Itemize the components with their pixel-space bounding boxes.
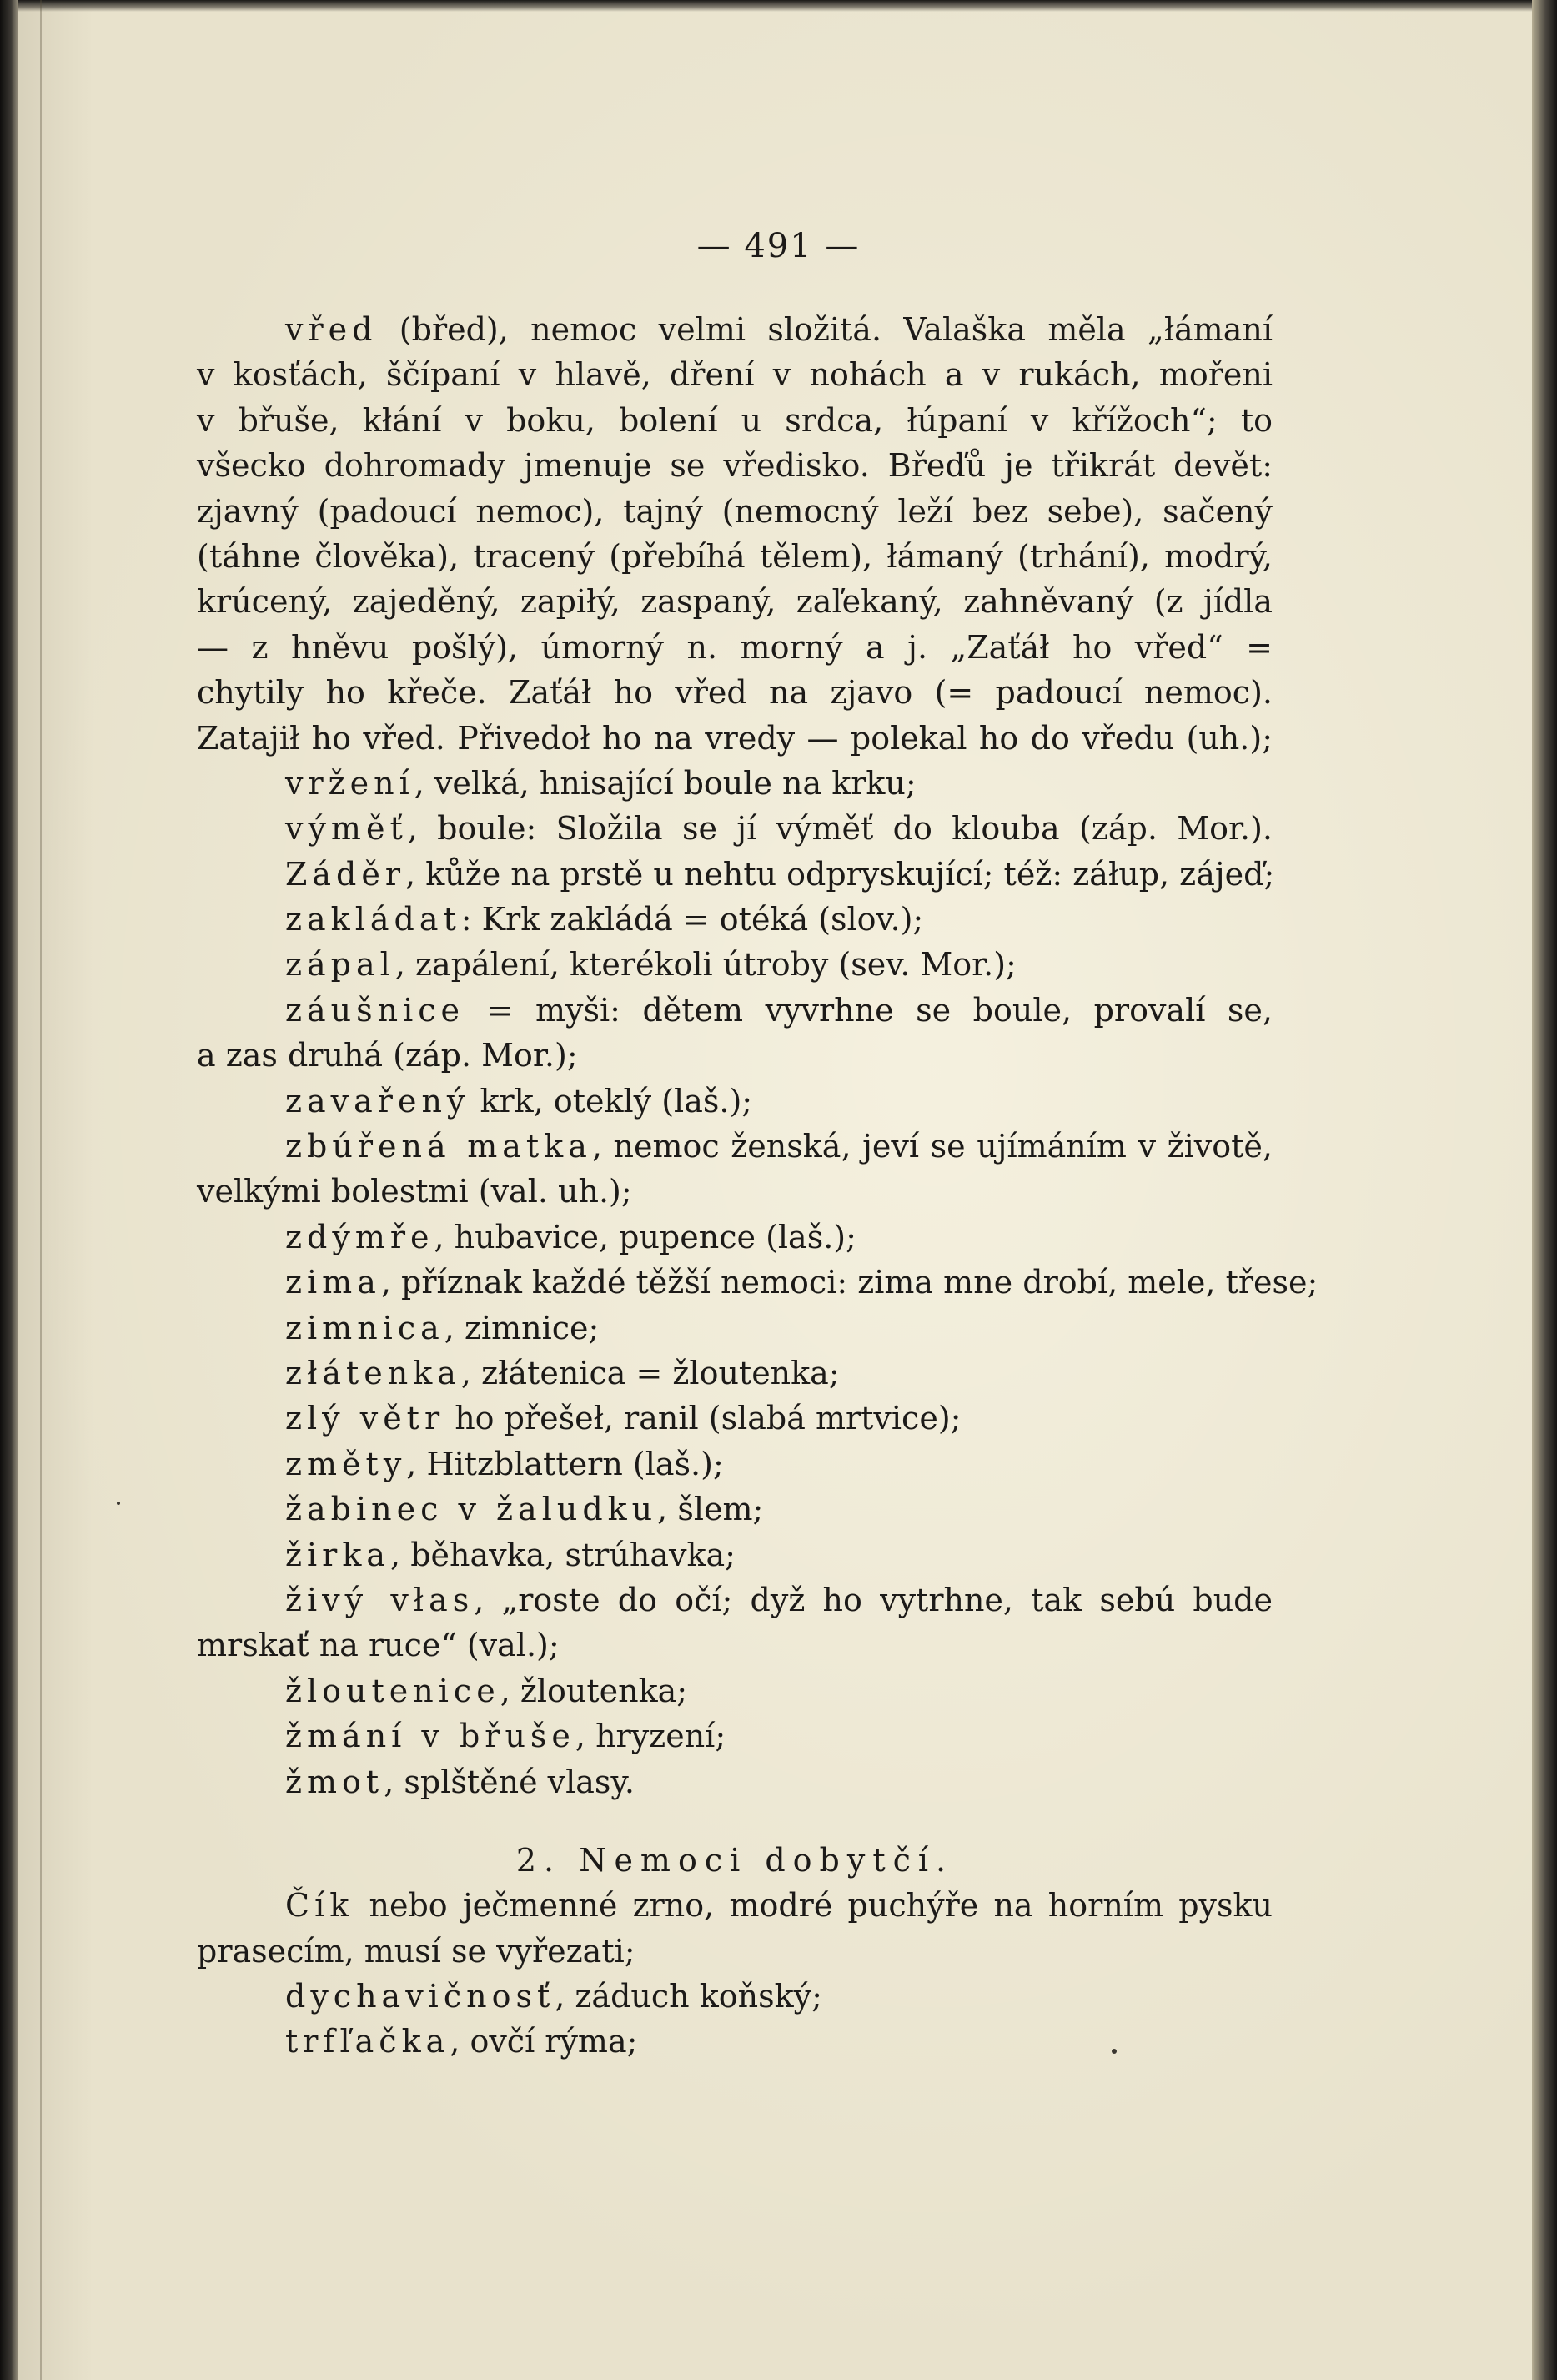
scan-left-edge	[0, 0, 18, 2380]
text-body	[197, 307, 1318, 2065]
text-line	[197, 1532, 1273, 1577]
entry-term: živý vłas	[285, 1581, 475, 1618]
entry-text: všecko dohromady jmenuje se vředisko. Břeďů je třikrát devět:	[197, 447, 1273, 485]
text-line	[197, 670, 1273, 715]
text-line	[197, 897, 1273, 942]
text-line	[197, 489, 1273, 534]
entry-text: , nemoc ženská, jeví se ujímáním v životě,	[591, 1128, 1273, 1165]
entry-term: zápal	[285, 946, 395, 984]
entry-text: nebo ječmenné zrno, modré puchýře na horním pysku	[354, 1887, 1273, 1925]
entry-text: , šlem;	[657, 1491, 764, 1528]
entry-text: — z hněvu pošlý), úmorný n. morný a j. „Zaťáł ho vřed“ =	[197, 628, 1273, 666]
entry-term: zima	[285, 1264, 381, 1301]
entry-text: : Krk zakládá = otéká (slov.);	[460, 901, 924, 938]
print-speck	[117, 1502, 120, 1505]
text-line	[197, 1351, 1273, 1396]
text-line	[197, 625, 1273, 670]
page-number: — 491 —	[696, 227, 861, 265]
page-fold-line	[40, 0, 42, 2380]
entry-text: zjavný (padoucí nemoc), tajný (nemocný leží bez sebe), sačený	[197, 492, 1273, 530]
entry-text: v kosťách, ščípaní v hlavě, dření v nohách a v rukách, mořeni	[197, 356, 1273, 394]
text-line	[197, 942, 1273, 987]
text-line	[197, 1668, 1273, 1713]
entry-term: záušnice	[285, 991, 465, 1029]
entry-term: vřed	[285, 311, 378, 348]
entry-term: zdýmře	[285, 1218, 434, 1255]
section-heading	[197, 1838, 1273, 1883]
entry-text: Zatajił ho vřed. Přivedoł ho na vredy — polekal ho do vředu (uh.);	[197, 719, 1273, 757]
text-line	[197, 852, 1273, 897]
entry-text: , velká, hnisající boule na krku;	[414, 764, 917, 802]
text-line	[197, 1929, 1273, 1974]
entry-text: (břed), nemoc velmi složitá. Valaška měla „łámaní	[377, 311, 1273, 348]
text-line	[197, 1759, 1273, 1804]
entry-text: , zapálení, kterékoli útroby (sev. Mor.);	[394, 946, 1017, 984]
entry-text: , splštěné vlasy.	[384, 1763, 635, 1800]
text-line	[197, 1974, 1273, 2019]
entry-text: chytily ho křeče. Zaťáł ho vřed na zjavo (= padoucí nemoc).	[197, 674, 1273, 712]
entry-term: zimnica	[285, 1309, 444, 1346]
text-line	[197, 1260, 1318, 1305]
section-heading-text: 2. Nemoci dobytčí.	[515, 1841, 954, 1879]
text-line	[197, 534, 1273, 579]
entry-text: , ovčí rýma;	[450, 2023, 638, 2060]
entry-term: zakládat	[285, 901, 461, 938]
entry-text: ho přešeł, ranil (slabá mrtvice);	[444, 1400, 962, 1437]
entry-term: změty	[285, 1445, 407, 1482]
scan-right-edge	[1532, 0, 1557, 2380]
text-line	[197, 443, 1273, 488]
entry-term: žabinec v žaludku	[285, 1491, 658, 1528]
entry-text: , kůže na prstě u nehtu odpryskující; též: záłup, zájeď;	[405, 855, 1275, 893]
entry-text: , běhavka, strúhavka;	[390, 1536, 736, 1573]
text-line	[197, 2019, 1273, 2064]
entry-text: prasecím, musí se vyřezati;	[197, 1932, 635, 1970]
text-line	[197, 1487, 1273, 1532]
entry-text: = myši: dětem vyvrhne se boule, provalí se,	[465, 991, 1273, 1029]
entry-text: , záduch koňský;	[555, 1978, 822, 2015]
text-line	[197, 398, 1273, 443]
entry-term: žmání v břuše	[285, 1718, 575, 1755]
scan-top-edge	[0, 0, 1557, 12]
entry-text: , žloutenka;	[500, 1672, 688, 1709]
entry-term: trfľačka	[285, 2023, 450, 2060]
text-line	[197, 1306, 1273, 1351]
entry-term: žmot	[285, 1763, 384, 1800]
entry-term: vržení	[285, 764, 414, 802]
text-line	[197, 1577, 1273, 1623]
text-line	[197, 1124, 1273, 1169]
entry-term: zavařený	[285, 1082, 470, 1120]
entry-text: , hryzení;	[575, 1718, 726, 1755]
text-line	[197, 579, 1273, 624]
entry-text: , Hitzblattern (laš.);	[406, 1445, 724, 1482]
text-line	[197, 761, 1273, 806]
text-line	[197, 1215, 1273, 1260]
text-line	[197, 1623, 1273, 1668]
entry-text: v břuše, kłání v boku, bolení u srdca, łúpaní v křížoch“; to	[197, 401, 1273, 439]
text-line	[197, 1713, 1273, 1759]
entry-text: , příznak každé těžší nemoci: zima mne drobí, mele, třese;	[380, 1264, 1318, 1301]
entry-term: zbúřená matka	[285, 1128, 592, 1165]
text-line	[197, 1033, 1273, 1078]
entry-term: złátenka	[285, 1354, 461, 1391]
entry-text: , hubavice, pupence (laš.);	[434, 1218, 856, 1255]
entry-term: zlý větr	[285, 1400, 445, 1437]
entry-text: krúcený, zajeděný, zapiłý, zaspaný, zaľekaný, zahněvaný (z jídla	[197, 583, 1273, 621]
text-line	[197, 1442, 1273, 1487]
text-line	[197, 1079, 1273, 1124]
text-line	[197, 988, 1273, 1033]
entry-term: výměť	[285, 810, 408, 848]
text-line	[197, 1883, 1273, 1928]
entry-term: Záděr	[285, 855, 406, 893]
entry-text: mrskať na ruce“ (val.);	[197, 1627, 560, 1664]
entry-text: (táhne člověka), tracený (přebíhá tělem), łámaný (trhání), modrý,	[197, 537, 1273, 575]
entry-text: , zimnice;	[444, 1309, 600, 1346]
entry-text: a zas druhá (záp. Mor.);	[197, 1037, 578, 1074]
entry-term: Čík	[285, 1887, 354, 1925]
entry-term: žloutenice	[285, 1672, 500, 1709]
print-speck	[1112, 2049, 1117, 2054]
text-line	[197, 1169, 1273, 1214]
text-line	[197, 352, 1273, 397]
entry-text: krk, oteklý (laš.);	[470, 1082, 753, 1120]
text-line	[197, 716, 1273, 761]
text-line	[197, 1396, 1273, 1441]
text-line	[197, 806, 1273, 851]
entry-text: , „roste do očí; dyž ho vytrhne, tak sebú bude	[474, 1581, 1273, 1618]
text-line	[197, 307, 1273, 352]
entry-text: , złátenica = žloutenka;	[460, 1354, 840, 1391]
entry-term: dychavičnosť	[285, 1978, 555, 2015]
entry-term: žirka	[285, 1536, 391, 1573]
entry-text: , boule: Složila se jí výměť do klouba (záp. Mor.).	[407, 810, 1273, 848]
entry-text: velkými bolestmi (val. uh.);	[197, 1173, 632, 1210]
